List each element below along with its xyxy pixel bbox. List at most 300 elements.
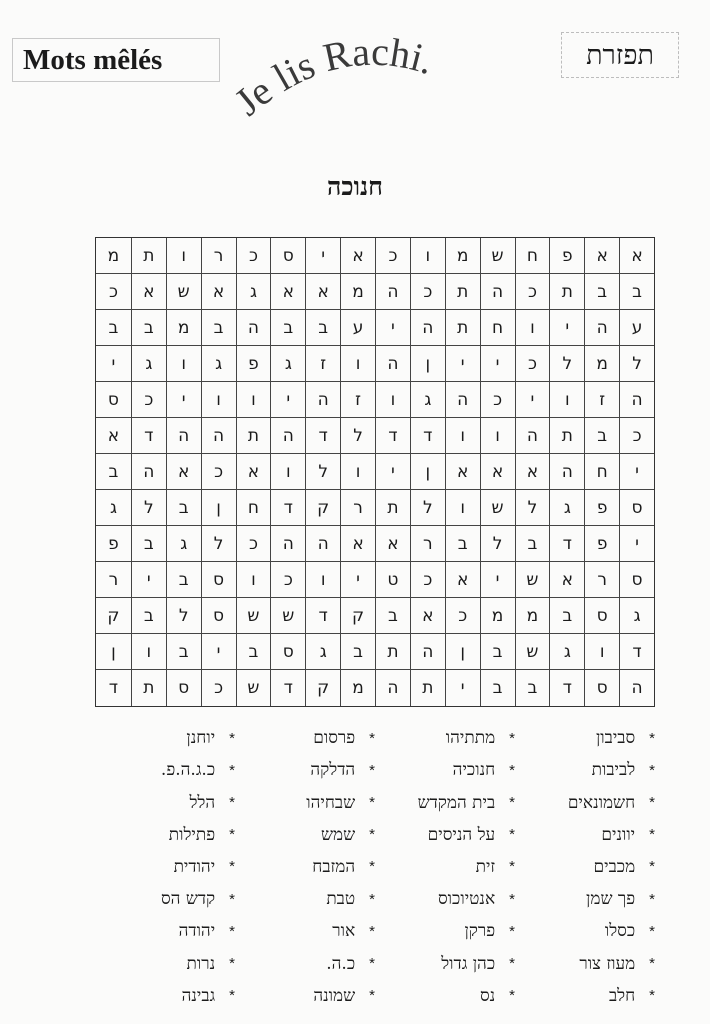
- grid-cell: י: [619, 454, 654, 490]
- grid-cell: ת: [131, 670, 166, 706]
- bullet-star: *: [649, 955, 655, 973]
- word-list-item: [515, 786, 655, 818]
- grid-cell: ו: [270, 454, 305, 490]
- grid-cell: ל: [305, 454, 340, 490]
- grid-cell: ב: [549, 598, 584, 634]
- word-list-item: [235, 980, 375, 1012]
- grid-cell: ת: [410, 670, 445, 706]
- grid-cell: ה: [236, 310, 271, 346]
- word-list-item: [235, 722, 375, 754]
- grid-cell: כ: [515, 346, 550, 382]
- grid-cell: ג: [166, 526, 201, 562]
- grid-cell: י: [340, 562, 375, 598]
- word-list-item: [95, 819, 235, 851]
- grid-cell: א: [340, 238, 375, 274]
- grid-cell: ק: [305, 490, 340, 526]
- grid-cell: מ: [445, 238, 480, 274]
- grid-cell: ס: [584, 598, 619, 634]
- grid-cell: ב: [480, 634, 515, 670]
- bullet-star: *: [229, 761, 235, 779]
- bullet-star: *: [649, 987, 655, 1005]
- word-text: כ.ה.: [326, 953, 356, 974]
- grid-cell: ג: [549, 490, 584, 526]
- grid-cell: ח: [515, 238, 550, 274]
- grid-cell: ה: [549, 454, 584, 490]
- grid-cell: י: [201, 634, 236, 670]
- grid-cell: ה: [305, 382, 340, 418]
- grid-cell: ש: [515, 562, 550, 598]
- bullet-star: *: [369, 987, 375, 1005]
- grid-cell: ה: [619, 382, 654, 418]
- grid-cell: כ: [131, 382, 166, 418]
- grid-cell: ב: [166, 634, 201, 670]
- word-text: טבת: [326, 889, 356, 910]
- word-text: חשמונאים: [567, 792, 636, 813]
- word-list-item: [375, 980, 515, 1012]
- word-list-item: [375, 819, 515, 851]
- bullet-star: *: [509, 987, 515, 1005]
- word-text: המזבח: [312, 856, 356, 877]
- grid-cell: כ: [619, 418, 654, 454]
- grid-cell: ה: [375, 670, 410, 706]
- bullet-star: *: [649, 794, 655, 812]
- word-list-item: [95, 915, 235, 947]
- grid-cell: י: [166, 382, 201, 418]
- grid-cell: מ: [340, 274, 375, 310]
- grid-cell: כ: [270, 562, 305, 598]
- grid-cell: ד: [549, 526, 584, 562]
- grid-cell: י: [480, 346, 515, 382]
- grid-cell: ל: [201, 526, 236, 562]
- bullet-star: *: [369, 858, 375, 876]
- grid-cell: י: [619, 526, 654, 562]
- grid-cell: ר: [410, 526, 445, 562]
- word-text: כהן גדול: [441, 953, 496, 974]
- word-list-item: [95, 948, 235, 980]
- grid-cell: כ: [201, 670, 236, 706]
- grid-cell: ב: [305, 310, 340, 346]
- grid-cell: ד: [305, 598, 340, 634]
- grid-cell: ו: [131, 634, 166, 670]
- grid-cell: ד: [108, 678, 119, 698]
- grid-cell: ו: [445, 490, 480, 526]
- grid-cell: א: [480, 454, 515, 490]
- grid-cell: ר: [201, 238, 236, 274]
- word-text: זית: [475, 856, 496, 877]
- grid-cell: ו: [515, 310, 550, 346]
- word-list-item: [235, 786, 375, 818]
- bullet-star: *: [649, 858, 655, 876]
- word-list-item: [375, 851, 515, 883]
- word-text: בית המקדש: [417, 792, 496, 813]
- grid-cell: ב: [131, 598, 166, 634]
- grid-cell: ג: [131, 346, 166, 382]
- grid-cell: ה: [515, 418, 550, 454]
- grid-cell: פ: [236, 346, 271, 382]
- grid-cell: י: [375, 454, 410, 490]
- grid-cell: ל: [480, 526, 515, 562]
- word-list-item: [375, 754, 515, 786]
- grid-cell: ז: [584, 382, 619, 418]
- bullet-star: *: [649, 826, 655, 844]
- grid-cell: ג: [410, 382, 445, 418]
- grid-cell: א: [584, 238, 619, 274]
- grid-cell: א: [96, 418, 131, 454]
- grid-cell: ו: [375, 382, 410, 418]
- word-list-item: [515, 722, 655, 754]
- bullet-star: *: [509, 858, 515, 876]
- bullet-star: *: [229, 987, 235, 1005]
- grid-cell: א: [549, 562, 584, 598]
- grid-cell: מ: [340, 670, 375, 706]
- bullet-star: *: [649, 729, 655, 747]
- grid-cell: ה: [270, 526, 305, 562]
- grid-cell: ב: [131, 310, 166, 346]
- grid-cell: ק: [96, 598, 131, 634]
- grid-cell: ז: [340, 382, 375, 418]
- grid-cell: ש: [480, 238, 515, 274]
- word-list-item: [515, 754, 655, 786]
- grid-cell: ס: [270, 634, 305, 670]
- word-text: אור: [332, 921, 356, 942]
- grid-cell: ב: [375, 598, 410, 634]
- grid-cell: ה: [375, 346, 410, 382]
- word-list-item: [515, 883, 655, 915]
- grid-cell: ה: [131, 454, 166, 490]
- grid-cell: ה: [166, 418, 201, 454]
- grid-cell: ג: [549, 634, 584, 670]
- grid-cell: מ: [480, 598, 515, 634]
- grid-cell: פ: [96, 526, 131, 562]
- grid-cell: ל: [340, 418, 375, 454]
- word-text: יוונים: [601, 824, 636, 845]
- grid-cell: א: [340, 526, 375, 562]
- grid-cell: ו: [480, 418, 515, 454]
- grid-cell: ס: [201, 598, 236, 634]
- grid-cell: א: [445, 454, 480, 490]
- grid-cell: ן: [96, 634, 131, 670]
- grid-cell: ו: [584, 634, 619, 670]
- grid-cell: ש: [270, 598, 305, 634]
- word-text: אנטיוכוס: [438, 889, 496, 910]
- grid-cell: ו: [445, 418, 480, 454]
- word-list-item: [515, 851, 655, 883]
- word-text: יהודית: [173, 856, 216, 877]
- grid-cell: ד: [131, 418, 166, 454]
- grid-cell: ק: [340, 598, 375, 634]
- word-text: הדלקה: [310, 760, 356, 781]
- grid-cell: ה: [201, 418, 236, 454]
- grid-cell: ס: [201, 562, 236, 598]
- puzzle-topic: חנוכה: [327, 172, 383, 201]
- grid-cell: י: [480, 562, 515, 598]
- grid-cell: ת: [445, 310, 480, 346]
- word-text: הלל: [189, 792, 216, 813]
- bullet-star: *: [229, 922, 235, 940]
- word-list: [95, 722, 655, 1012]
- word-text: על הניסים: [427, 824, 496, 845]
- grid-cell: א: [445, 562, 480, 598]
- bullet-star: *: [509, 922, 515, 940]
- grid-cell: ב: [166, 490, 201, 526]
- word-list-item: [95, 851, 235, 883]
- grid-cell: ס: [619, 490, 654, 526]
- grid-cell: ל: [619, 346, 654, 382]
- grid-cell: כ: [375, 238, 410, 274]
- grid-cell: ה: [619, 670, 654, 706]
- grid-cell: ק: [305, 670, 340, 706]
- grid-cell: כ: [201, 454, 236, 490]
- grid-cell: ס: [166, 670, 201, 706]
- grid-cell: א: [515, 454, 550, 490]
- grid-cell: מ: [584, 346, 619, 382]
- svg-text:Je lis Rachi.: Je lis Rachi.: [225, 28, 440, 125]
- word-text: שמש: [321, 824, 356, 845]
- grid-cell: א: [375, 526, 410, 562]
- grid-cell: ש: [236, 598, 271, 634]
- grid-cell: ת: [131, 238, 166, 274]
- bullet-star: *: [229, 826, 235, 844]
- word-list-item: [95, 754, 235, 786]
- word-text: שבחיהו: [306, 792, 356, 813]
- grid-cell: ש: [236, 670, 271, 706]
- word-list-item: [515, 819, 655, 851]
- grid-cell: ה: [480, 274, 515, 310]
- grid-cell: ה: [410, 634, 445, 670]
- grid-cell: ו: [166, 238, 201, 274]
- series-title: [200, 20, 530, 140]
- bullet-star: *: [509, 890, 515, 908]
- grid-cell: א: [270, 274, 305, 310]
- bullet-star: *: [649, 922, 655, 940]
- grid-cell: ב: [236, 634, 271, 670]
- grid-cell: י: [375, 310, 410, 346]
- grid-cell: ג: [619, 598, 654, 634]
- grid-cell: ס: [270, 238, 305, 274]
- grid-cell: ר: [96, 562, 131, 598]
- grid-cell: ס: [619, 562, 654, 598]
- grid-cell: ב: [270, 310, 305, 346]
- bullet-star: *: [369, 794, 375, 812]
- grid-cell: ח: [236, 490, 271, 526]
- grid-cell: ן: [201, 490, 236, 526]
- word-text: נרות: [186, 953, 216, 974]
- grid-cell: ה: [445, 382, 480, 418]
- bullet-star: *: [509, 729, 515, 747]
- word-list-item: [375, 948, 515, 980]
- word-text: מעוז צור: [579, 953, 636, 974]
- word-text: פרסום: [313, 728, 356, 749]
- grid-cell: ע: [340, 310, 375, 346]
- grid-cell: ד: [270, 490, 305, 526]
- bullet-star: *: [649, 890, 655, 908]
- grid-cell: ס: [584, 670, 619, 706]
- word-list-item: [95, 722, 235, 754]
- grid-cell: י: [445, 346, 480, 382]
- word-text: כסלו: [604, 921, 636, 942]
- word-list-item: [95, 980, 235, 1012]
- grid-cell: כ: [410, 562, 445, 598]
- grid-cell: ה: [305, 526, 340, 562]
- grid-cell: א: [619, 238, 654, 274]
- word-list-item: [235, 915, 375, 947]
- grid-cell: ב: [166, 562, 201, 598]
- grid-cell: י: [515, 382, 550, 418]
- grid-cell: כ: [445, 598, 480, 634]
- grid-cell: ש: [166, 274, 201, 310]
- grid-cell: כ: [480, 382, 515, 418]
- grid-cell: ד: [270, 670, 305, 706]
- grid-cell: ה: [375, 274, 410, 310]
- grid-cell: כ: [515, 274, 550, 310]
- word-text: גבינה: [181, 985, 216, 1006]
- grid-cell: ז: [305, 346, 340, 382]
- word-list-item: [235, 948, 375, 980]
- word-list-item: [95, 786, 235, 818]
- grid-cell: כ: [236, 526, 271, 562]
- grid-cell: פ: [584, 526, 619, 562]
- grid-cell: ד: [410, 418, 445, 454]
- grid-cell: ע: [619, 310, 654, 346]
- grid-cell: מ: [96, 238, 131, 274]
- grid-cell: מ: [515, 598, 550, 634]
- word-list-item: [515, 915, 655, 947]
- word-text: מכבים: [593, 856, 636, 877]
- grid-cell: ו: [340, 454, 375, 490]
- grid-cell: א: [166, 454, 201, 490]
- word-text: פתילות: [168, 824, 216, 845]
- grid-cell: ן: [445, 634, 480, 670]
- word-text: חלב: [608, 985, 636, 1006]
- grid-cell: ד: [375, 418, 410, 454]
- grid-cell: ב: [480, 670, 515, 706]
- grid-cell: ד: [619, 634, 654, 670]
- grid-cell: א: [305, 274, 340, 310]
- grid-cell: י: [270, 382, 305, 418]
- word-list-item: [235, 851, 375, 883]
- grid-cell: ב: [515, 670, 550, 706]
- grid-cell: כ: [236, 238, 271, 274]
- word-list-item: [95, 883, 235, 915]
- grid-cell: ת: [445, 274, 480, 310]
- grid-cell: ב: [96, 310, 131, 346]
- grid-cell: ת: [375, 634, 410, 670]
- worksheet-title: Mots mêlés: [12, 38, 220, 82]
- parasha-label: תפזרת: [561, 32, 679, 78]
- bullet-star: *: [229, 890, 235, 908]
- grid-cell: ב: [445, 526, 480, 562]
- grid-cell: ג: [236, 274, 271, 310]
- grid-cell: ר: [340, 490, 375, 526]
- grid-cell: ל: [549, 346, 584, 382]
- word-text: יהודה: [178, 921, 216, 942]
- grid-cell: ג: [270, 346, 305, 382]
- bullet-star: *: [369, 922, 375, 940]
- grid-cell: ה: [410, 310, 445, 346]
- bullet-star: *: [509, 826, 515, 844]
- grid-cell: כ: [410, 274, 445, 310]
- bullet-star: *: [509, 761, 515, 779]
- word-text: שמונה: [313, 985, 356, 1006]
- grid-cell: ב: [584, 418, 619, 454]
- bullet-star: *: [229, 955, 235, 973]
- grid-cell: ל: [166, 598, 201, 634]
- word-list-item: [375, 786, 515, 818]
- grid-cell: ב: [96, 454, 131, 490]
- grid-cell: ג: [305, 634, 340, 670]
- word-text: יוחנן: [186, 728, 216, 749]
- grid-cell: פ: [584, 490, 619, 526]
- grid-cell: מ: [166, 310, 201, 346]
- word-list-item: [375, 915, 515, 947]
- grid-cell: ל: [515, 490, 550, 526]
- word-text: לביבות: [591, 760, 636, 781]
- grid-cell: ש: [515, 634, 550, 670]
- grid-cell: ש: [480, 490, 515, 526]
- bullet-star: *: [229, 858, 235, 876]
- word-text: קדש הס: [160, 889, 216, 910]
- grid-cell: ו: [549, 382, 584, 418]
- word-list-item: [515, 980, 655, 1012]
- grid-cell: א: [236, 454, 271, 490]
- word-list-item: [375, 883, 515, 915]
- grid-cell: י: [305, 238, 340, 274]
- word-list-item: [235, 754, 375, 786]
- grid-cell: ת: [549, 418, 584, 454]
- grid-cell: ב: [340, 634, 375, 670]
- bullet-star: *: [369, 890, 375, 908]
- grid-cell: ה: [584, 310, 619, 346]
- grid-cell: א: [131, 274, 166, 310]
- word-text: סביבון: [595, 728, 636, 749]
- word-list-item: [235, 883, 375, 915]
- bullet-star: *: [369, 826, 375, 844]
- grid-cell: ל: [410, 490, 445, 526]
- word-list-item: [235, 819, 375, 851]
- grid-cell: ל: [131, 490, 166, 526]
- grid-cell: ד: [305, 418, 340, 454]
- grid-cell: ב: [131, 526, 166, 562]
- grid-cell: ח: [480, 310, 515, 346]
- bullet-star: *: [369, 761, 375, 779]
- grid-cell: ה: [270, 418, 305, 454]
- grid-cell: א: [410, 598, 445, 634]
- grid-cell: כ: [96, 274, 131, 310]
- grid-cell: ר: [584, 562, 619, 598]
- grid-cell: ג: [201, 346, 236, 382]
- grid-cell: ו: [340, 346, 375, 382]
- grid-cell: א: [201, 274, 236, 310]
- word-text: פך שמן: [586, 889, 636, 910]
- grid-cell: ב: [619, 274, 654, 310]
- grid-cell: ת: [375, 490, 410, 526]
- word-search-grid: [95, 237, 655, 707]
- grid-cell: ב: [201, 310, 236, 346]
- word-list-item: [375, 722, 515, 754]
- grid-cell: ו: [236, 382, 271, 418]
- grid-cell: ו: [166, 346, 201, 382]
- grid-cell: ו: [410, 238, 445, 274]
- grid-cell: י: [96, 346, 131, 382]
- bullet-star: *: [229, 794, 235, 812]
- grid-cell: ו: [236, 562, 271, 598]
- grid-cell: ב: [515, 526, 550, 562]
- grid-cell: ט: [375, 562, 410, 598]
- grid-cell: ו: [201, 382, 236, 418]
- grid-cell: ן: [410, 454, 445, 490]
- bullet-star: *: [229, 729, 235, 747]
- bullet-star: *: [369, 955, 375, 973]
